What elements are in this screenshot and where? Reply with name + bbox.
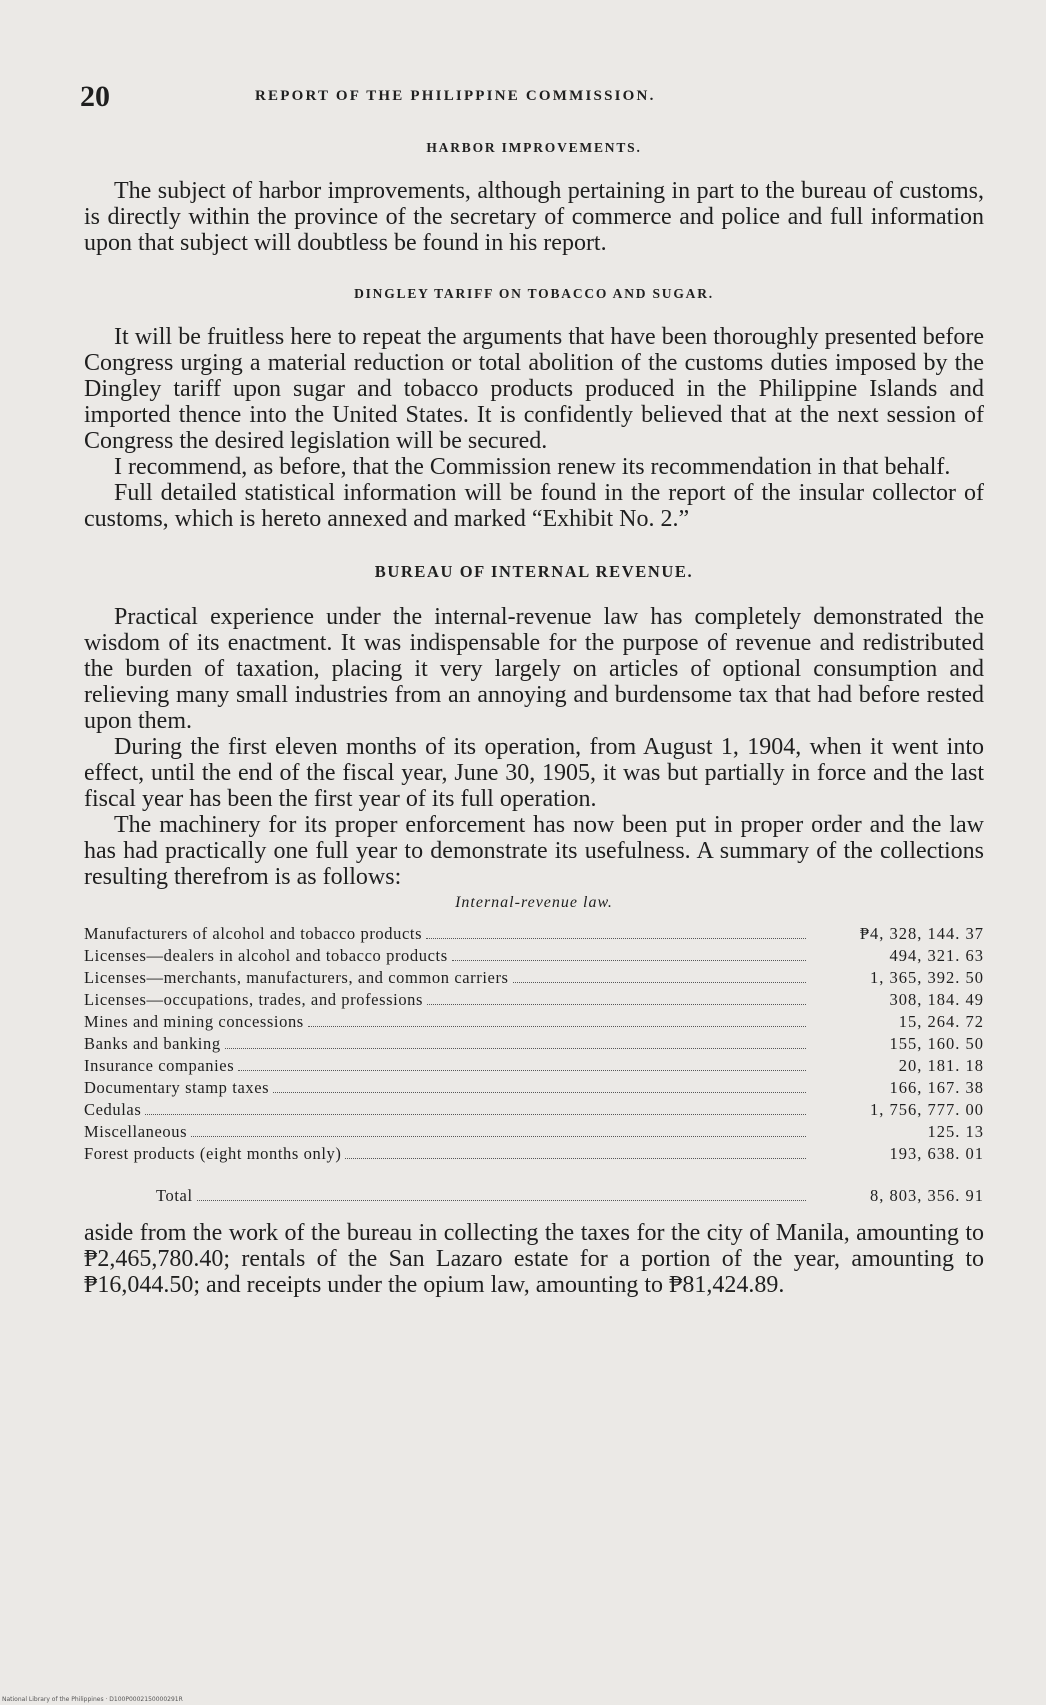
row-amount: 166, 167. 38 [889, 1078, 984, 1097]
total-amount: 8, 803, 356. 91 [870, 1186, 984, 1205]
table-row [84, 1142, 984, 1164]
row-label: Documentary stamp taxes [84, 1078, 270, 1097]
table-total-row [84, 1164, 984, 1206]
table-title: Internal-revenue law. [455, 894, 613, 911]
table-row [84, 1032, 984, 1054]
table-row [84, 1054, 984, 1076]
table-row [84, 966, 984, 988]
row-label: Licenses—dealers in alcohol and tobacco products [84, 946, 448, 965]
table-row [84, 922, 984, 944]
paragraph: The subject of harbor improvements, although pertaining in part to the bureau of customs, is directly within the province of the secretary of commerce and police and full information upon that subject will doubtless be found in his report. [84, 178, 984, 256]
row-amount: 494, 321. 63 [889, 946, 984, 965]
table-row [84, 1010, 984, 1032]
row-label: Manufacturers of alcohol and tobacco products [84, 924, 423, 943]
running-head: REPORT OF THE PHILIPPINE COMMISSION. [255, 88, 656, 104]
row-amount: 125. 13 [927, 1122, 984, 1141]
revenue-table [84, 922, 984, 1206]
section-heading-internal-revenue: BUREAU OF INTERNAL REVENUE. [374, 562, 694, 581]
total-label: Total [156, 1186, 193, 1205]
row-label: Miscellaneous [84, 1122, 188, 1141]
paragraph: During the first eleven months of its operation, from August 1, 1904, when it went into effect, until the end of the fiscal year, June 30, 1905, it was but partially in force and the last fiscal year has been the first year of its full operation. [84, 734, 984, 812]
paragraph: Full detailed statistical information will be found in the report of the insular collector of customs, which is hereto annexed and marked “Exhibit No. 2.” [84, 480, 984, 532]
paragraph: It will be fruitless here to repeat the arguments that have been thoroughly presented before Congress urging a material reduction or total abolition of the customs duties imposed by the Dingley tariff upon sugar and tobacco products produced in the Philippine Islands and imported thence into the United States. It is confidently believed that at the next session of Congress the desired legislation will be secured. [84, 324, 984, 454]
row-amount: 15, 264. 72 [898, 1012, 984, 1031]
row-amount: 1, 756, 777. 00 [870, 1100, 984, 1119]
section-heading-harbor: HARBOR IMPROVEMENTS. [426, 140, 642, 155]
paragraph: I recommend, as before, that the Commission renew its recommendation in that behalf. [114, 454, 951, 480]
paragraph: Practical experience under the internal-revenue law has completely demonstrated the wisdom of its enactment. It was indispensable for the purpose of revenue and redistributed the burden of taxation, placing it very largely on articles of optional consumption and relieving many small industries from an annoying and burdensome tax that had before rested upon them. [84, 604, 984, 734]
page-number: 20 [80, 80, 110, 113]
page-header [80, 80, 980, 120]
row-amount: 20, 181. 18 [898, 1056, 984, 1075]
table-row [84, 1098, 984, 1120]
row-label: Banks and banking [84, 1034, 221, 1053]
row-label: Licenses—occupations, trades, and professions [84, 990, 424, 1009]
table-row [84, 1076, 984, 1098]
row-amount: ₱4, 328, 144. 37 [859, 924, 984, 943]
paragraph: The machinery for its proper enforcement has now been put in proper order and the law has had practically one full year to demonstrate its usefulness. A summary of the collections resulting therefrom is as follows: [84, 812, 984, 890]
scan-footer-mark: National Library of the Philippines · D100P0002150000291R [2, 1696, 183, 1703]
table-row [84, 1120, 984, 1142]
page-content [84, 140, 984, 1298]
row-amount: 1, 365, 392. 50 [870, 968, 984, 987]
row-label: Licenses—merchants, manufacturers, and common carriers [84, 968, 509, 987]
row-label: Forest products (eight months only) [84, 1144, 342, 1163]
section-heading-dingley: DINGLEY TARIFF ON TOBACCO AND SUGAR. [354, 286, 714, 301]
row-label: Cedulas [84, 1100, 142, 1119]
row-amount: 308, 184. 49 [889, 990, 984, 1009]
row-amount: 155, 160. 50 [889, 1034, 984, 1053]
row-label: Insurance companies [84, 1056, 235, 1075]
table-row [84, 944, 984, 966]
table-row [84, 988, 984, 1010]
row-amount: 193, 638. 01 [889, 1144, 984, 1163]
row-label: Mines and mining concessions [84, 1012, 304, 1031]
closing-paragraph: aside from the work of the bureau in collecting the taxes for the city of Manila, amounting to ₱2,465,780.40; rentals of the San Lazaro estate for a portion of the year, amounting to ₱16,044.50; and receipts under the opium law, amounting to ₱81,424.89. [84, 1220, 984, 1298]
